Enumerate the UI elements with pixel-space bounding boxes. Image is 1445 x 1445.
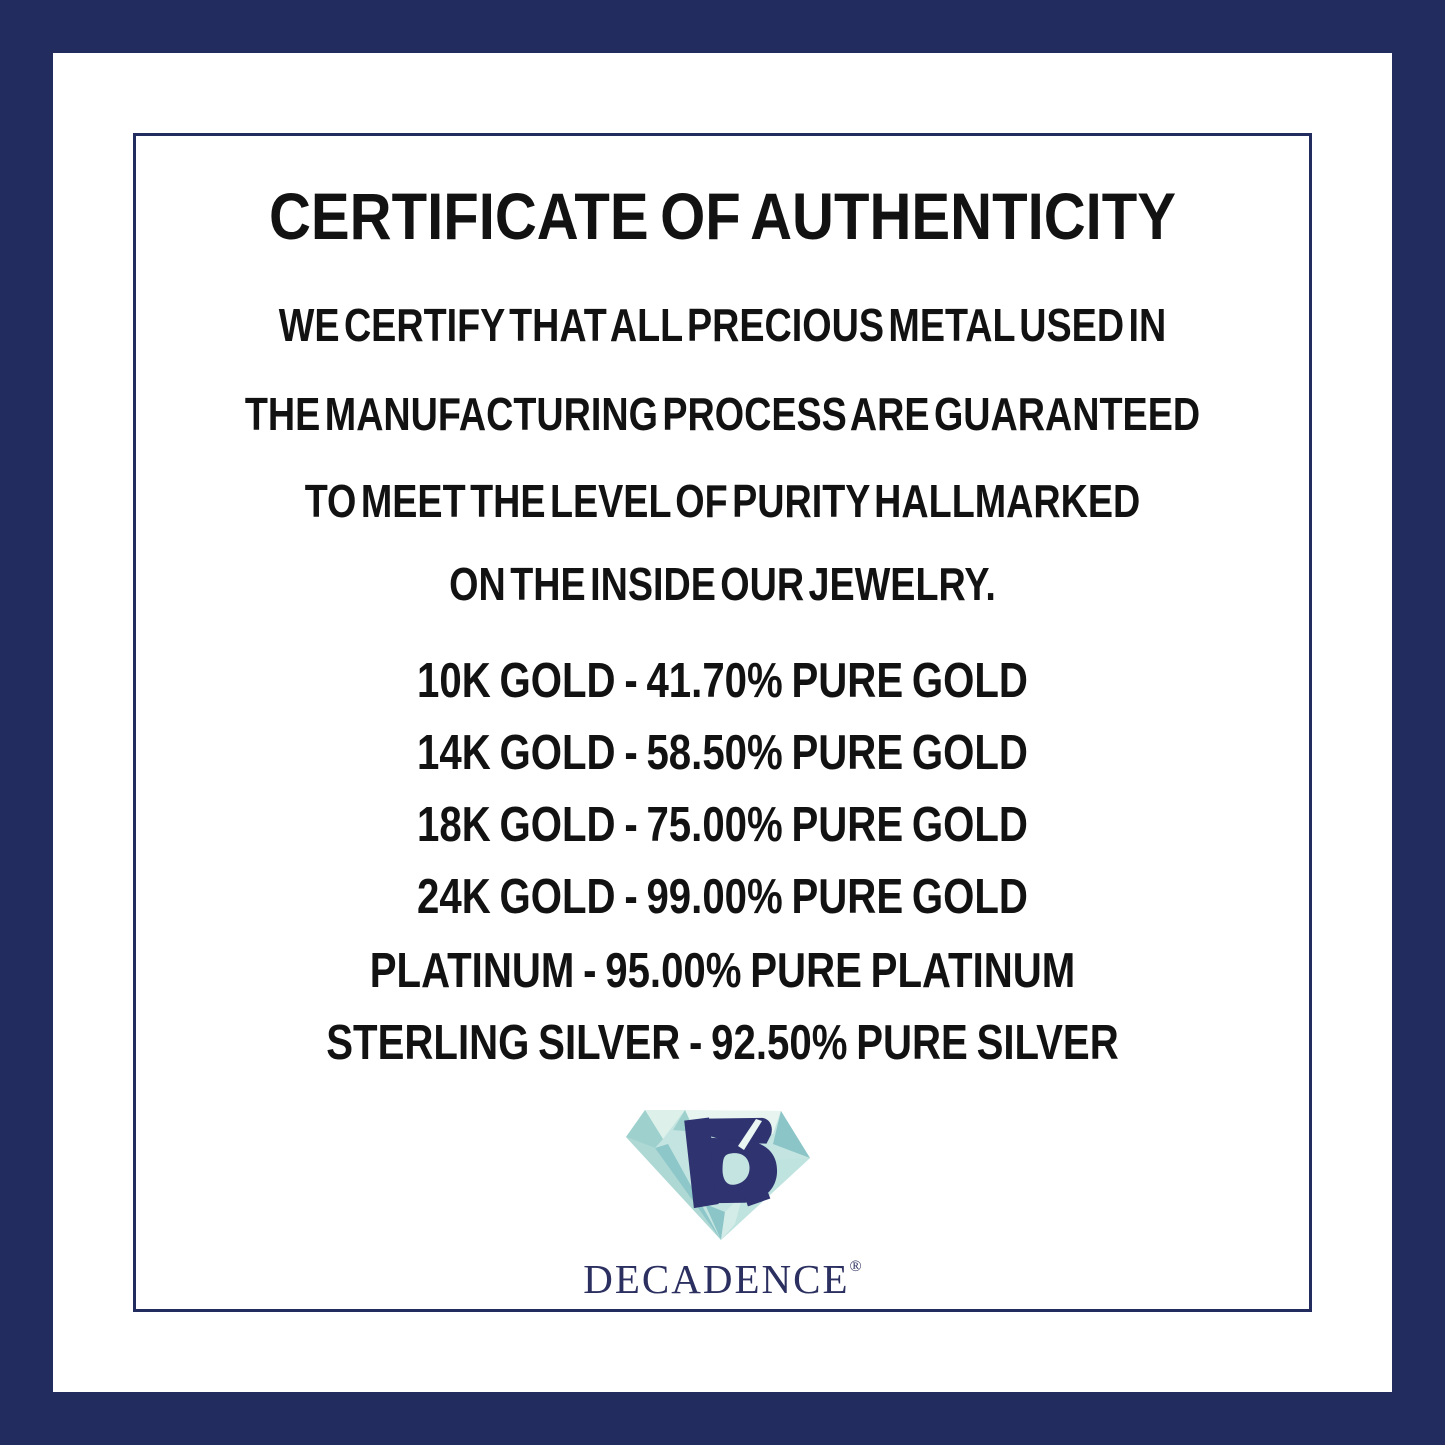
purity-item-18k-gold: 18K GOLD - 75.00% PURE GOLD — [417, 798, 1028, 852]
certify-statement-line-2: THE MANUFACTURING PROCESS ARE GUARANTEED — [244, 388, 1201, 440]
certify-statement-line-3: TO MEET THE LEVEL OF PURITY HALLMARKED — [304, 475, 1141, 527]
certificate-title: CERTIFICATE OF AUTHENTICITY — [268, 179, 1177, 253]
brand-logo — [136, 1092, 1309, 1300]
diamond-gem-icon — [623, 1092, 823, 1244]
inner-frame-border — [133, 133, 1312, 1312]
paper-sheet — [53, 53, 1392, 1392]
purity-item-24k-gold: 24K GOLD - 99.00% PURE GOLD — [417, 870, 1028, 924]
purity-item-14k-gold: 14K GOLD - 58.50% PURE GOLD — [417, 726, 1028, 780]
registered-trademark-symbol: ® — [849, 1258, 862, 1275]
certify-statement-line-4: ON THE INSIDE OUR JEWELRY. — [449, 558, 996, 610]
brand-name-text: DECADENCE — [583, 1256, 850, 1302]
purity-item-platinum: PLATINUM - 95.00% PURE PLATINUM — [369, 944, 1076, 998]
purity-item-10k-gold: 10K GOLD - 41.70% PURE GOLD — [417, 654, 1028, 708]
purity-item-sterling-silver: STERLING SILVER - 92.50% PURE SILVER — [326, 1016, 1119, 1070]
brand-name — [583, 1246, 861, 1300]
certify-statement-line-1: WE CERTIFY THAT ALL PRECIOUS METAL USED IN — [278, 299, 1167, 351]
